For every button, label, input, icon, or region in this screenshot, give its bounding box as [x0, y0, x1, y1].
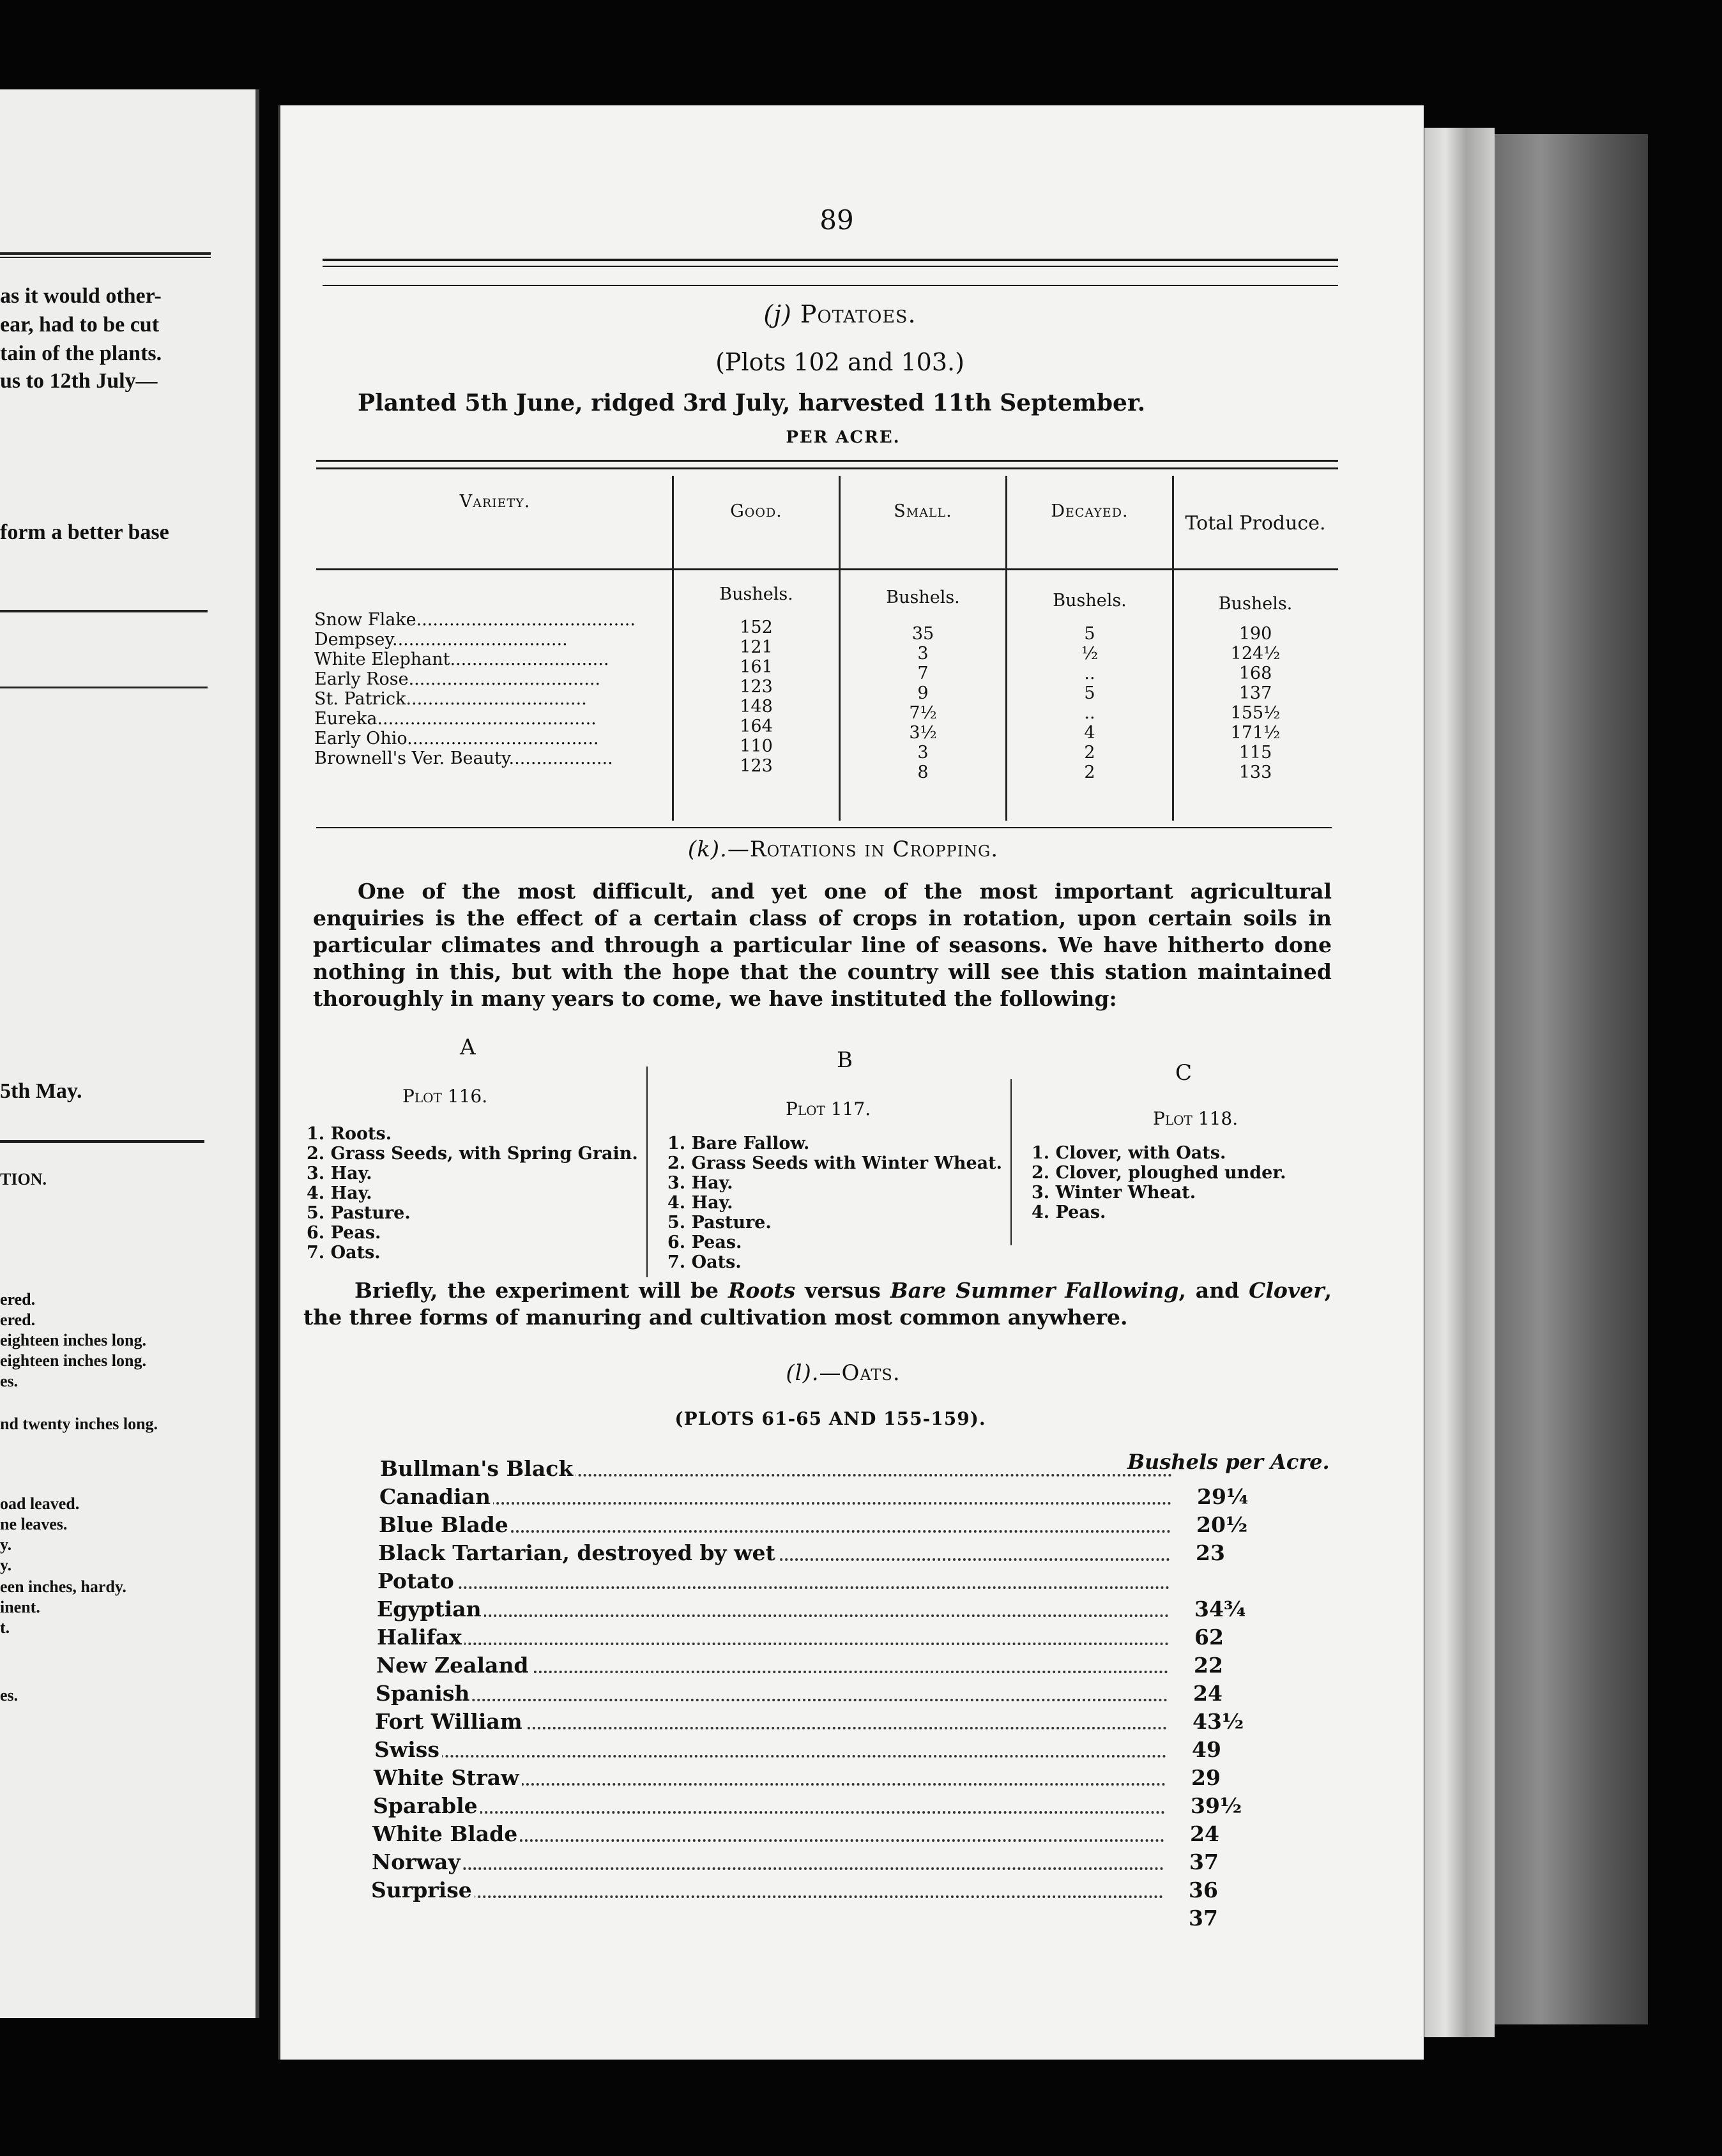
left-page-line: TION.: [0, 1170, 47, 1188]
summary-text: Briefly, the experiment will be: [354, 1278, 728, 1303]
variety-name: Snow Flake........................................: [314, 610, 636, 630]
oats-row: [376, 1653, 1223, 1681]
cell-small: 7: [917, 664, 929, 683]
oats-yield: 20½: [1196, 1512, 1248, 1537]
oats-yield: 36: [1189, 1878, 1218, 1902]
leader-dots: [374, 1755, 1166, 1757]
cell-small: 3: [917, 644, 929, 664]
table-header-rule: [316, 568, 1338, 570]
oats-variety: Potato: [377, 1568, 457, 1593]
oats-yield: 62: [1194, 1625, 1224, 1650]
oats-row: [377, 1568, 1208, 1597]
left-page-rule: [0, 687, 208, 688]
cell-good: 121: [740, 637, 773, 657]
left-page-line: y.: [0, 1535, 12, 1554]
plot-item: 2. Clover, ploughed under.: [1032, 1163, 1286, 1183]
cell-small: 8: [917, 763, 929, 782]
oats-yield: 24: [1190, 1821, 1219, 1846]
plot-item: 6. Peas.: [667, 1233, 742, 1252]
oats-variety: Swiss: [374, 1737, 442, 1762]
cell-total: 133: [1238, 763, 1272, 782]
cell-total: 115: [1238, 743, 1272, 763]
oats-variety: New Zealand: [376, 1653, 531, 1678]
left-page-rule: [0, 610, 208, 612]
oats-plots: (PLOTS 61-65 AND 155-159).: [674, 1408, 986, 1429]
column-header: Good.: [730, 501, 782, 521]
unit-label: Bushels.: [1053, 591, 1127, 611]
leader-dots: [377, 1614, 1169, 1617]
table-bottom-rule: [316, 827, 1332, 828]
leader-dots: [379, 1502, 1171, 1505]
oats-variety: Canadian: [379, 1484, 493, 1509]
leader-dots: [376, 1699, 1168, 1701]
left-page-line: 5th May.: [0, 1079, 82, 1103]
column-header: Small.: [894, 501, 952, 521]
left-page-line: eighteen inches long.: [0, 1351, 146, 1370]
oats-variety: Black Tartarian, destroyed by wet: [378, 1540, 778, 1565]
section-heading-rotations: [613, 837, 1073, 862]
plot-item: 3. Hay.: [307, 1164, 372, 1183]
cell-decayed: ½: [1081, 644, 1099, 664]
oats-row: [371, 1878, 1218, 1906]
leader-dots: [373, 1811, 1165, 1814]
oats-variety: Egyptian: [377, 1597, 484, 1621]
rotations-summary: [303, 1277, 1332, 1331]
cell-decayed: 2: [1084, 763, 1095, 782]
cell-total: 168: [1238, 664, 1272, 683]
oats-row: [377, 1625, 1224, 1653]
summary-text: versus: [795, 1278, 890, 1303]
oats-row: [373, 1793, 1242, 1821]
oats-yield: 22: [1194, 1653, 1223, 1678]
variety-name: White Elephant.............................: [314, 649, 609, 669]
plot-letter: B: [837, 1047, 853, 1073]
plot-item: 3. Hay.: [667, 1173, 733, 1193]
variety-name: Brownell's Ver. Beauty...................: [314, 748, 613, 768]
oats-row: [375, 1709, 1244, 1737]
plot-letter: A: [460, 1035, 476, 1060]
oats-row: [371, 1906, 1218, 1934]
plot-item: 5. Pasture.: [307, 1203, 411, 1223]
left-page-line: een inches, hardy.: [0, 1577, 126, 1596]
left-page-line: t.: [0, 1618, 10, 1637]
summary-emphasis: Roots: [728, 1278, 796, 1303]
cell-total: 137: [1238, 683, 1272, 703]
oats-yield: 29: [1191, 1765, 1221, 1790]
left-page-line: tain of the plants.: [0, 342, 162, 365]
plot-item: 1. Roots.: [307, 1124, 392, 1144]
plot-item: 5. Pasture.: [667, 1213, 772, 1233]
page-stack-edge: [1424, 128, 1495, 2037]
oats-yield: 43½: [1192, 1709, 1244, 1734]
left-page-line: form a better base: [0, 520, 169, 544]
section-label: (k).: [687, 837, 728, 862]
oats-yield: 23: [1196, 1540, 1225, 1565]
oats-yield: 37: [1189, 1906, 1218, 1931]
leader-dots: [377, 1586, 1170, 1589]
page-number: 89: [819, 204, 854, 236]
plot-item: 4. Peas.: [1032, 1203, 1106, 1222]
plot-item: 2. Grass Seeds, with Spring Grain.: [307, 1144, 638, 1164]
cell-small: 3½: [909, 723, 937, 743]
plot-title: Plot 116.: [402, 1086, 488, 1107]
cell-total: 155½: [1230, 703, 1281, 723]
unit-label: Bushels.: [886, 588, 960, 607]
summary-text: , and: [1178, 1278, 1249, 1303]
cell-small: 9: [917, 683, 929, 703]
left-page-line: inent.: [0, 1598, 40, 1616]
leader-dots: [372, 1867, 1164, 1870]
oats-row: [380, 1456, 1210, 1484]
per-acre-label: PER ACRE.: [786, 428, 901, 447]
section-label: (j): [763, 300, 792, 328]
summary-text: , the three forms of manuring and cultivation most common anywhere.: [303, 1278, 1332, 1330]
left-page-line: eighteen inches long.: [0, 1331, 146, 1349]
plot-item: 7. Oats.: [307, 1243, 381, 1263]
table-top-rule: [316, 460, 1338, 462]
oats-variety: Sparable: [373, 1793, 480, 1818]
cell-total: 190: [1238, 624, 1272, 644]
plot-title: Plot 117.: [786, 1098, 871, 1120]
oats-variety: Surprise: [371, 1878, 475, 1902]
plots-divider: [1010, 1079, 1012, 1245]
plot-item: 6. Peas.: [307, 1223, 381, 1243]
plot-item: 1. Bare Fallow.: [667, 1134, 810, 1153]
potatoes-planted-note: Planted 5th June, ridged 3rd July, harvested 11th September.: [358, 390, 1146, 416]
left-page-line: y.: [0, 1556, 12, 1574]
oats-variety: Fort William: [375, 1709, 525, 1734]
cell-total: 171½: [1230, 723, 1281, 743]
left-page-line: ne leaves.: [0, 1515, 68, 1533]
oats-row: [379, 1512, 1248, 1540]
cell-decayed: ..: [1084, 703, 1095, 723]
oats-row: [372, 1821, 1219, 1849]
section-title: Potatoes.: [800, 300, 917, 328]
oats-variety: Norway: [372, 1849, 463, 1874]
oats-variety: Halifax: [377, 1625, 464, 1650]
variety-name: Early Ohio...................................: [314, 729, 599, 748]
rotations-paragraph: One of the most difficult, and yet one of the most important agricultural enquiries is the effect of a certain class of crops in rotation, upon certain soils in particular climates and through a particular line of seasons. We have hitherto done nothing in this, but with the hope that the country will see this station maintained thoroughly in many years to come, we have instituted the following:: [313, 879, 1332, 1011]
left-page-rule: [0, 257, 211, 258]
book-cover-edge: [1495, 134, 1648, 2024]
cell-good: 152: [740, 618, 773, 637]
oats-yield: 49: [1192, 1737, 1221, 1762]
oats-row: [374, 1737, 1221, 1765]
plots-divider: [646, 1067, 648, 1277]
oats-row: [378, 1540, 1225, 1568]
cell-decayed: 5: [1084, 683, 1095, 703]
cell-decayed: ..: [1084, 664, 1095, 683]
left-page-line: ered.: [0, 1290, 36, 1309]
top-rule: [323, 259, 1338, 261]
oats-variety: Blue Blade: [379, 1512, 511, 1537]
oats-row: [377, 1597, 1246, 1625]
oats-yield: 24: [1193, 1681, 1223, 1706]
left-page-line: as it would other-: [0, 284, 162, 308]
left-page-line: us to 12th July—: [0, 369, 158, 393]
potatoes-plots: (Plots 102 and 103.): [715, 348, 964, 376]
cell-good: 110: [740, 736, 773, 756]
cell-decayed: 4: [1084, 723, 1095, 743]
cell-small: 3: [917, 743, 929, 763]
plot-item: 2. Grass Seeds with Winter Wheat.: [667, 1153, 1003, 1173]
plot-letter: C: [1175, 1060, 1192, 1086]
leader-dots: [371, 1895, 1163, 1898]
left-page-line: nd twenty inches long.: [0, 1415, 158, 1433]
cell-good: 123: [740, 756, 773, 776]
oats-variety: Bullman's Black: [380, 1456, 575, 1481]
top-rule: [323, 285, 1338, 286]
column-header: Decayed.: [1051, 501, 1129, 521]
leader-dots: [377, 1643, 1169, 1645]
unit-label: Bushels.: [719, 584, 793, 604]
summary-emphasis: Clover: [1249, 1278, 1325, 1303]
column-header: Variety.: [459, 492, 531, 512]
oats-row: [379, 1484, 1249, 1512]
top-rule: [323, 266, 1338, 267]
plot-item: 3. Winter Wheat.: [1032, 1183, 1196, 1203]
oats-variety: White Blade: [372, 1821, 520, 1846]
left-page-line: es.: [0, 1372, 19, 1390]
unit-label: Bushels.: [1218, 594, 1293, 614]
plot-item: 4. Hay.: [667, 1193, 733, 1213]
cell-good: 164: [740, 717, 773, 736]
cell-good: 148: [740, 697, 773, 717]
summary-emphasis: Bare Summer Fallowing: [890, 1278, 1179, 1303]
section-heading-potatoes: [690, 300, 990, 328]
section-label: (l).: [786, 1360, 819, 1386]
section-title: —Oats.: [819, 1360, 901, 1386]
oats-row: [374, 1765, 1221, 1793]
cell-total: 124½: [1230, 644, 1281, 664]
oats-yield: 39½: [1191, 1793, 1242, 1818]
oats-yield: 34¾: [1194, 1597, 1246, 1621]
left-page-line: ered.: [0, 1310, 36, 1329]
left-page-line: oad leaved.: [0, 1494, 80, 1513]
plot-item: 7. Oats.: [667, 1252, 742, 1272]
cell-good: 161: [740, 657, 773, 677]
left-page-rule: [0, 252, 211, 255]
oats-row: [372, 1849, 1219, 1878]
variety-name: Eureka........................................: [314, 709, 597, 729]
variety-name: St. Patrick.................................: [314, 689, 587, 709]
cell-small: 7½: [909, 703, 937, 723]
plot-title: Plot 118.: [1153, 1108, 1238, 1129]
left-page-rule: [0, 1140, 204, 1143]
section-heading-oats: [696, 1360, 990, 1386]
oats-variety: White Straw: [374, 1765, 522, 1790]
oats-yield: 29¼: [1197, 1484, 1249, 1509]
variety-name: Early Rose...................................: [314, 669, 600, 689]
cell-decayed: 5: [1084, 624, 1095, 644]
section-title: —Rotations in Cropping.: [727, 837, 999, 862]
oats-variety: Spanish: [376, 1681, 472, 1706]
variety-name: Dempsey................................: [314, 630, 568, 649]
column-header: Total Produce.: [1185, 512, 1326, 535]
cell-decayed: 2: [1084, 743, 1095, 763]
cell-small: 35: [911, 624, 934, 644]
plot-item: 4. Hay.: [307, 1183, 372, 1203]
table-top-rule: [316, 467, 1338, 469]
oats-column-header: Bushels per Acre.: [1127, 1450, 1330, 1474]
left-page-line: es.: [0, 1686, 19, 1704]
left-page-line: ear, had to be cut: [0, 313, 160, 337]
oats-row: [376, 1681, 1223, 1709]
oats-yield: 37: [1189, 1849, 1219, 1874]
plot-item: 1. Clover, with Oats.: [1032, 1143, 1226, 1163]
cell-good: 123: [740, 677, 773, 697]
